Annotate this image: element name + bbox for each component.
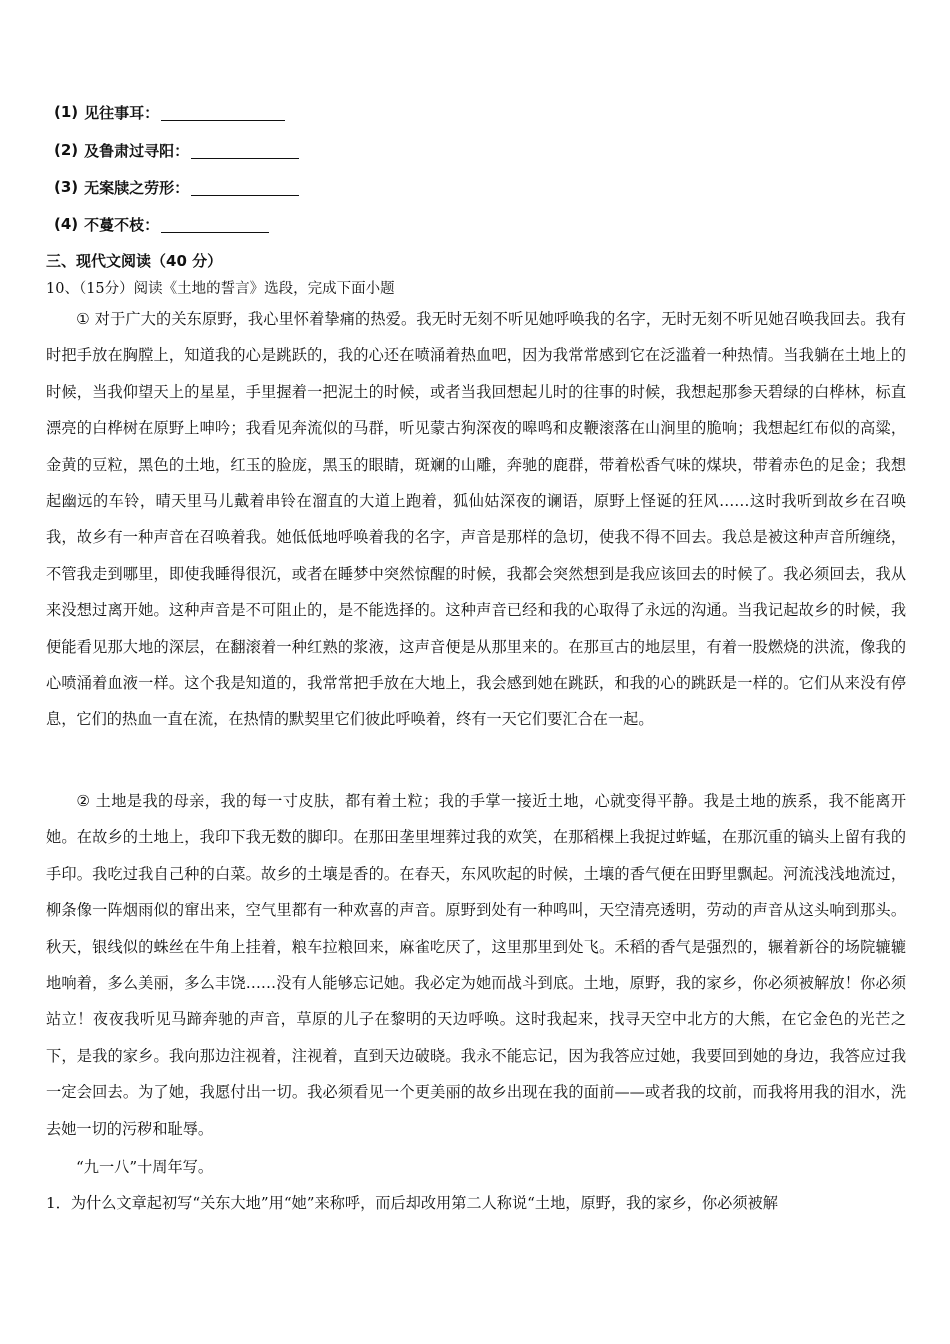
paragraph-text: 土地是我的母亲，我的每一寸皮肤，都有着土粒；我的手掌一接近土地，心就变得平静。我是土地的族系，我不能离开她。在故乡的土地上，我印下我无数的脚印。在那田垄里埋葬过我的欢笑，在那稻棵上我捉过蚱蜢，在那沉重的镐头上留有我的手印。我吃过我自己种的白菜。故乡的土壤是香的。在春天，东风吹起的时候，土壤的香气便在田野里飘起。河流浅浅地流过，柳条像一阵烟雨似的窜出来，空气里都有一种欢喜的声音。原野到处有一种鸣叫，天空清亮透明，劳动的声音从这头响到那头。秋天，银线似的蛛丝在牛角上挂着，粮车拉粮回来，麻雀吃厌了，这里那里到处飞。禾稻的香气是强烈的，辗着新谷的场院辘辘地响着，多么美丽，多么丰饶……没有人能够忘记她。我必定为她而战斗到底。土地，原野，我的家乡，你必须被解放！你必须站立！夜夜我听见马蹄奔驰的声音，草原的儿子在黎明的天边呼唤。这时我起来，找寻天空中北方的大熊，在它金色的光芒之下，是我的家乡。我向那边注视着，注视着，直到天边破晓。我永不能忘记，因为我答应过她，我要回到她的身边，我答应过我一定会回去。为了她，我愿付出一切。我必须看见一个更美丽的故乡出现在我的面前——或者我的坟前，而我将用我的泪水，洗去她一切的污秽和耻辱。 — [46, 792, 907, 1138]
answer-blank[interactable] — [161, 106, 285, 121]
question-intro: 10、（15分）阅读《土地的誓言》选段，完成下面小题 — [46, 281, 395, 297]
fill-item-4 — [54, 212, 269, 236]
passage-paragraph-1 — [46, 301, 906, 738]
paragraph-marker: ② — [76, 792, 91, 810]
question-1: 1．为什么文章起初写“关东大地”用“她”来称呼，而后却改用第二人称说“土地，原野，我的家乡，你必须被解 — [46, 1194, 778, 1212]
passage-paragraph-2 — [46, 783, 906, 1147]
fill-item-2 — [54, 138, 299, 162]
fill-item-number: (1) — [54, 103, 79, 121]
fill-item-text: 不蔓不枝： — [84, 215, 160, 234]
passage-signature: “九一八”十周年写。 — [76, 1158, 214, 1176]
fill-item-1 — [54, 100, 285, 124]
fill-item-number: (3) — [54, 178, 79, 196]
answer-blank[interactable] — [191, 144, 299, 159]
fill-item-text: 无案牍之劳形： — [84, 178, 190, 197]
answer-blank[interactable] — [161, 218, 269, 233]
section-title: 三、现代文阅读（40 分） — [46, 252, 223, 270]
answer-blank[interactable] — [191, 181, 299, 196]
paragraph-marker: ① — [76, 310, 90, 328]
fill-item-number: (2) — [54, 141, 79, 159]
fill-item-text: 见往事耳： — [84, 103, 160, 122]
fill-item-3 — [54, 175, 299, 199]
fill-item-text: 及鲁肃过寻阳： — [84, 141, 190, 160]
fill-item-number: (4) — [54, 215, 79, 233]
paragraph-text: 对于广大的关东原野，我心里怀着挚痛的热爱。我无时无刻不听见她呼唤我的名字，无时无刻不听见她召唤我回去。我有时把手放在胸膛上，知道我的心是跳跃的，我的心还在喷涌着热血吧，因为我常常感到它在泛滥着一种热情。当我躺在土地上的时候，当我仰望天上的星星，手里握着一把泥土的时候，或者当我回想起儿时的往事的时候，我想起那参天碧绿的白桦林，标直漂亮的白桦树在原野上呻吟；我看见奔流似的马群，听见蒙古狗深夜的嗥鸣和皮鞭滚落在山涧里的脆响；我想起红布似的高粱，金黄的豆粒，黑色的土地，红玉的脸庞，黑玉的眼睛，斑斓的山雕，奔驰的鹿群，带着松香气味的煤块，带着赤色的足金；我想起幽远的车铃，晴天里马儿戴着串铃在溜直的大道上跑着，狐仙姑深夜的谰语，原野上怪诞的狂风……这时我听到故乡在召唤我，故乡有一种声音在召唤着我。她低低地呼唤着我的名字，声音是那样的急切，使我不得不回去。我总是被这种声音所缠绕，不管我走到哪里，即使我睡得很沉，或者在睡梦中突然惊醒的时候，我都会突然想到是我应该回去的时候了。我必须回去，我从来没想过离开她。这种声音是不可阻止的，是不能选择的。这种声音已经和我的心取得了永远的沟通。当我记起故乡的时候，我便能看见那大地的深层，在翻滚着一种红熟的浆液，这声音便是从那里来的。在那亘古的地层里，有着一股燃烧的洪流，像我的心喷涌着血液一样。这个我是知道的，我常常把手放在大地上，我会感到她在跳跃，和我的心的跳跃是一样的。它们从来没有停息，它们的热血一直在流，在热情的默契里它们彼此呼唤着，终有一天它们要汇合在一起。 — [46, 310, 906, 729]
